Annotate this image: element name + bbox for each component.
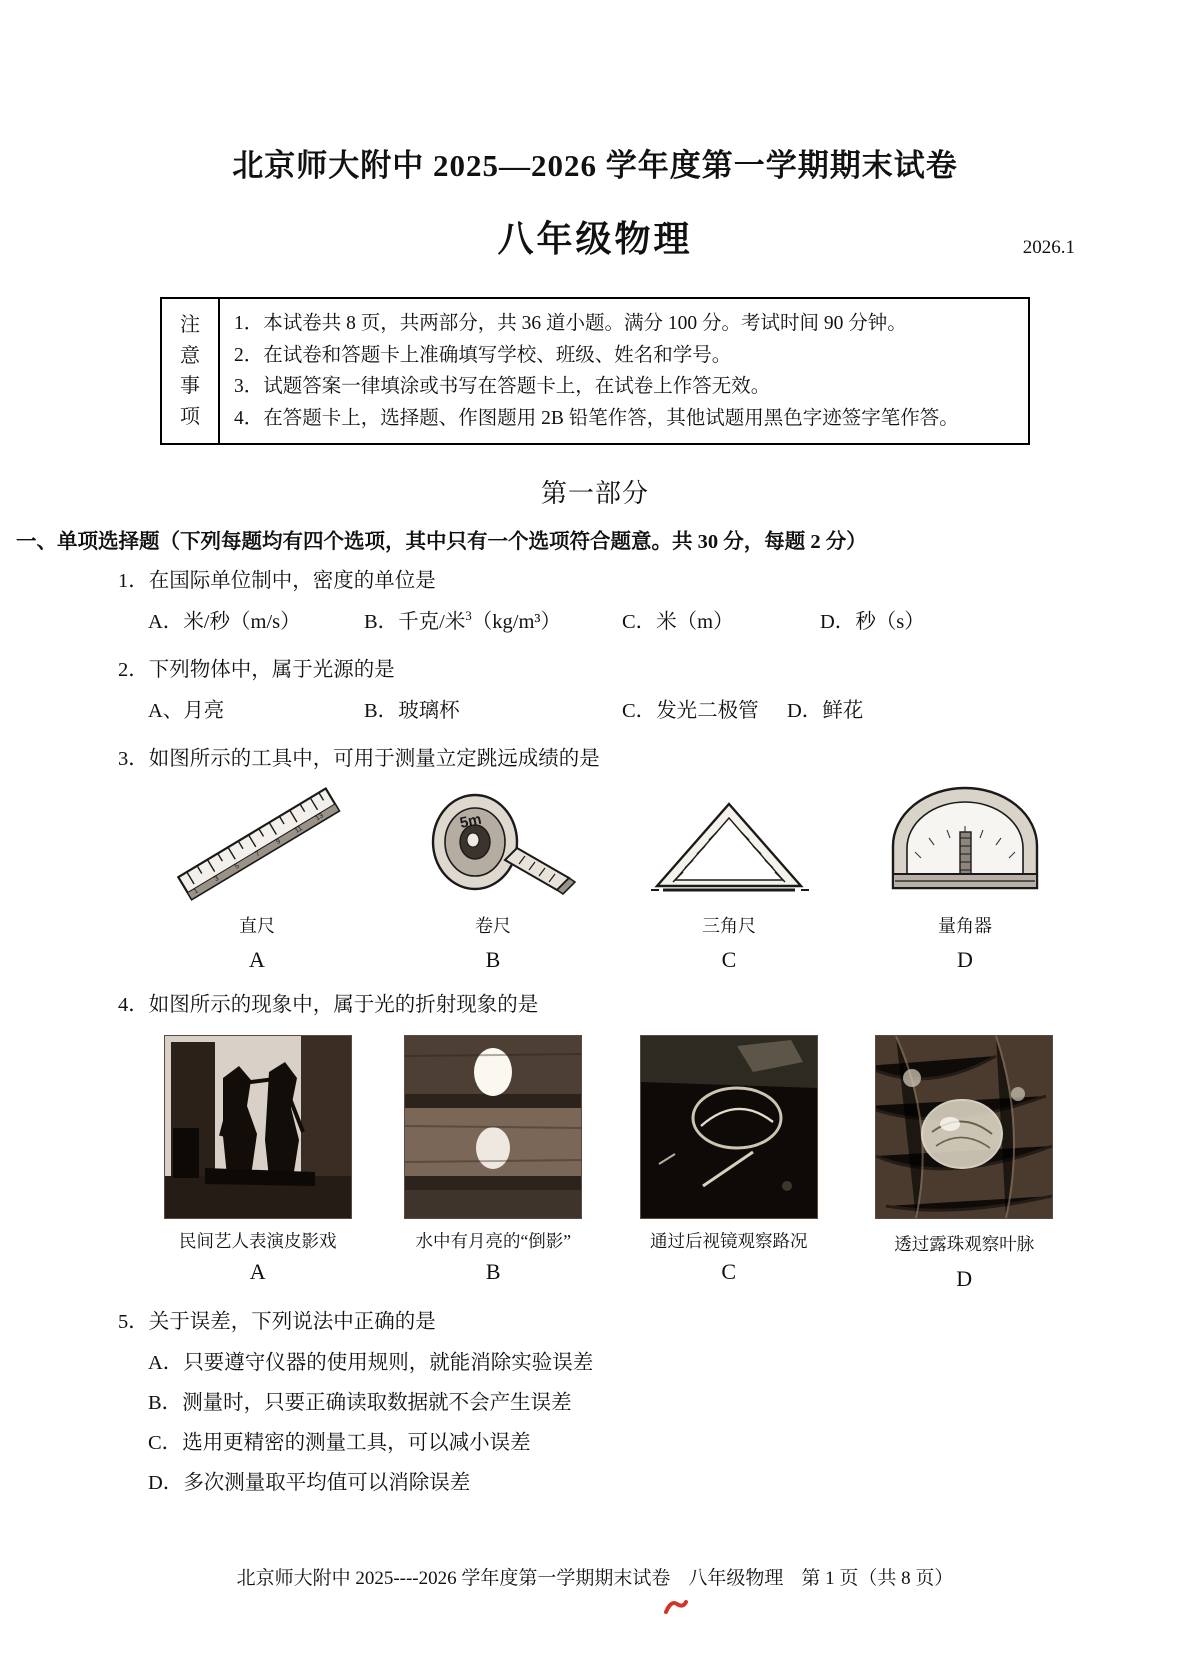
question-1-text: 在国际单位制中，密度的单位是 [148,570,436,593]
exam-date: 2026.1 [1022,237,1075,258]
svg-text:1: 1 [192,887,200,896]
question-1-number: 1． [118,570,149,593]
photo-cell-c [611,1035,847,1292]
figure-cell-a [144,786,370,973]
figure-caption-a: 直尺 [239,916,275,937]
svg-text:5: 5 [233,863,241,872]
moon-reflection-photo [404,1035,582,1219]
svg-text:11: 11 [293,825,304,836]
figure-cell-b [380,786,606,973]
subject-title: 八年级物理 [497,219,693,259]
svg-text:13: 13 [314,812,325,823]
question-2-stem [118,656,1090,686]
subject-row [0,211,1190,261]
option-letter: B． [148,1391,183,1414]
question-1 [118,567,1090,634]
question-2-number: 2． [118,659,149,682]
notice-item-2: 2．在试卷和答题卡上准确填写学校、班级、姓名和学号。 [234,344,732,366]
figure-caption-c: 三角尺 [702,916,756,937]
svg-text:7: 7 [254,850,262,859]
option-5-b[interactable] [148,1384,1090,1424]
shadow-puppet-photo [164,1035,352,1219]
option-letter: C． [622,699,657,722]
option-2-a[interactable] [148,693,364,723]
figure-letter-d: D [957,947,973,973]
question-2-options [118,693,1090,723]
option-5-d[interactable] [148,1464,1090,1504]
questions-container [0,567,1190,1503]
option-letter: D． [148,1471,184,1494]
option-1-d[interactable] [820,604,925,634]
question-3-figures [118,786,1090,973]
option-letter: A、 [148,699,184,722]
option-text: 月亮 [183,699,225,722]
notice-label-char-4: 项 [180,405,200,428]
option-text: 鲜花 [822,699,864,722]
notice-label [162,299,220,443]
page-title: 北京师大附中 2025—2026 学年度第一学期期末试卷 [232,148,958,183]
option-letter: B． [364,699,399,722]
option-2-b[interactable] [364,693,622,723]
figure-letter-a: A [249,947,265,973]
question-3-text: 如图所示的工具中，可用于测量立定跳远成绩的是 [148,747,600,770]
option-text: 米（m） [656,611,734,634]
option-letter: C． [148,1431,183,1454]
photo-caption-b: 水中有月亮的“倒影” [415,1231,572,1252]
question-2 [118,656,1090,723]
question-4-number: 4． [118,994,149,1017]
photo-letter-b: B [485,1259,501,1285]
notice-box [160,297,1030,445]
question-3-stem [118,745,1090,775]
photo-caption-a: 民间艺人表演皮影戏 [179,1231,337,1252]
footer-page-number: 第 1 页（共 8 页） [801,1568,954,1589]
tape-measure-icon [380,786,606,904]
option-text: 选用更精密的测量工具，可以减小误差 [182,1431,531,1454]
question-3 [118,745,1090,974]
figure-cell-d [852,786,1078,973]
footer-exam-name: 北京师大附中 2025----2026 学年度第一学期期末试卷 [236,1568,671,1589]
option-text: 发光二极管 [656,699,759,722]
question-2-text: 下列物体中，属于光源的是 [148,659,395,682]
option-5-a[interactable] [148,1344,1090,1384]
question-5-stem [118,1308,1090,1338]
photo-caption-d: 透过露珠观察叶脉 [894,1234,1035,1255]
option-1-c[interactable] [622,604,820,634]
photo-letter-d: D [956,1266,973,1292]
question-3-number: 3． [118,747,149,770]
triangle-ruler-icon [616,786,842,904]
option-tail: （kg/m³） [471,611,562,634]
straight-ruler-icon [144,786,370,904]
red-stamp-icon [663,1598,689,1616]
footer-subject: 八年级物理 [688,1568,784,1589]
option-1-b[interactable] [364,604,622,634]
option-letter: D． [787,699,823,722]
question-4-text: 如图所示的现象中，属于光的折射现象的是 [148,994,539,1017]
photo-letter-a: A [249,1259,266,1285]
option-superscript: 3 [465,609,472,624]
notice-body [220,299,1028,443]
option-5-c[interactable] [148,1424,1090,1464]
option-text: 测量时，只要正确读取数据就不会产生误差 [182,1391,572,1414]
option-letter: B． [364,611,399,634]
option-text: 千克/米 [398,611,466,634]
option-2-c[interactable] [622,693,787,723]
page-footer [0,1563,1190,1590]
figure-caption-d: 量角器 [938,916,992,937]
question-1-options [118,604,1090,634]
option-letter: C． [622,611,657,634]
question-1-stem [118,567,1090,597]
photo-cell-b [376,1035,612,1292]
section-heading: 一、单项选择题（下列每题均有四个选项，其中只有一个选项符合题意。共 30 分，每题 2 分） [16,531,867,554]
figure-cell-c [616,786,842,973]
notice-label-char-2: 意 [180,344,200,367]
option-text: 米/秒（m/s） [183,611,301,634]
part-heading: 第一部分 [540,479,649,509]
photo-cell-d [847,1035,1083,1292]
option-letter: A． [148,1351,184,1374]
photo-letter-c: C [721,1259,737,1285]
question-5-text: 关于误差，下列说法中正确的是 [148,1311,436,1334]
option-1-a[interactable] [148,604,364,634]
question-4-photos [118,1035,1090,1292]
option-text: 秒（s） [855,611,925,634]
rearview-mirror-photo [640,1035,818,1219]
photo-cell-a [140,1035,376,1292]
option-text: 多次测量取平均值可以消除误差 [183,1471,471,1494]
option-letter: D． [820,611,856,634]
svg-text:9: 9 [275,838,282,847]
question-4 [118,991,1090,1292]
notice-item-1: 1．本试卷共 8 页，共两部分，共 36 道小题。满分 100 分。考试时间 90 分钟。 [234,313,907,334]
svg-text:5m: 5m [458,811,484,833]
notice-label-char-3: 事 [180,375,200,398]
option-letter: A． [148,611,184,634]
dew-drop-leaf-photo [875,1035,1053,1219]
protractor-icon [852,786,1078,904]
notice-label-char-1: 注 [180,314,200,337]
notice-item-4: 4．在答题卡上，选择题、作图题用 2B 铅笔作答，其他试题用黑色字迹签字笔作答。 [234,407,959,429]
figure-letter-c: C [721,947,737,973]
question-5 [118,1308,1090,1504]
option-text: 玻璃杯 [398,699,460,722]
question-4-stem [118,991,1090,1021]
figure-caption-b: 卷尺 [475,916,511,937]
figure-letter-b: B [485,947,501,973]
option-2-d[interactable] [787,693,863,723]
question-5-options [118,1344,1090,1504]
notice-item-3: 3．试题答案一律填涂或书写在答题卡上，在试卷上作答无效。 [234,376,771,398]
option-text: 只要遵守仪器的使用规则，就能消除实验误差 [183,1351,594,1374]
photo-caption-c: 通过后视镜观察路况 [650,1231,808,1252]
question-5-number: 5． [118,1311,149,1334]
svg-text:3: 3 [213,875,221,884]
